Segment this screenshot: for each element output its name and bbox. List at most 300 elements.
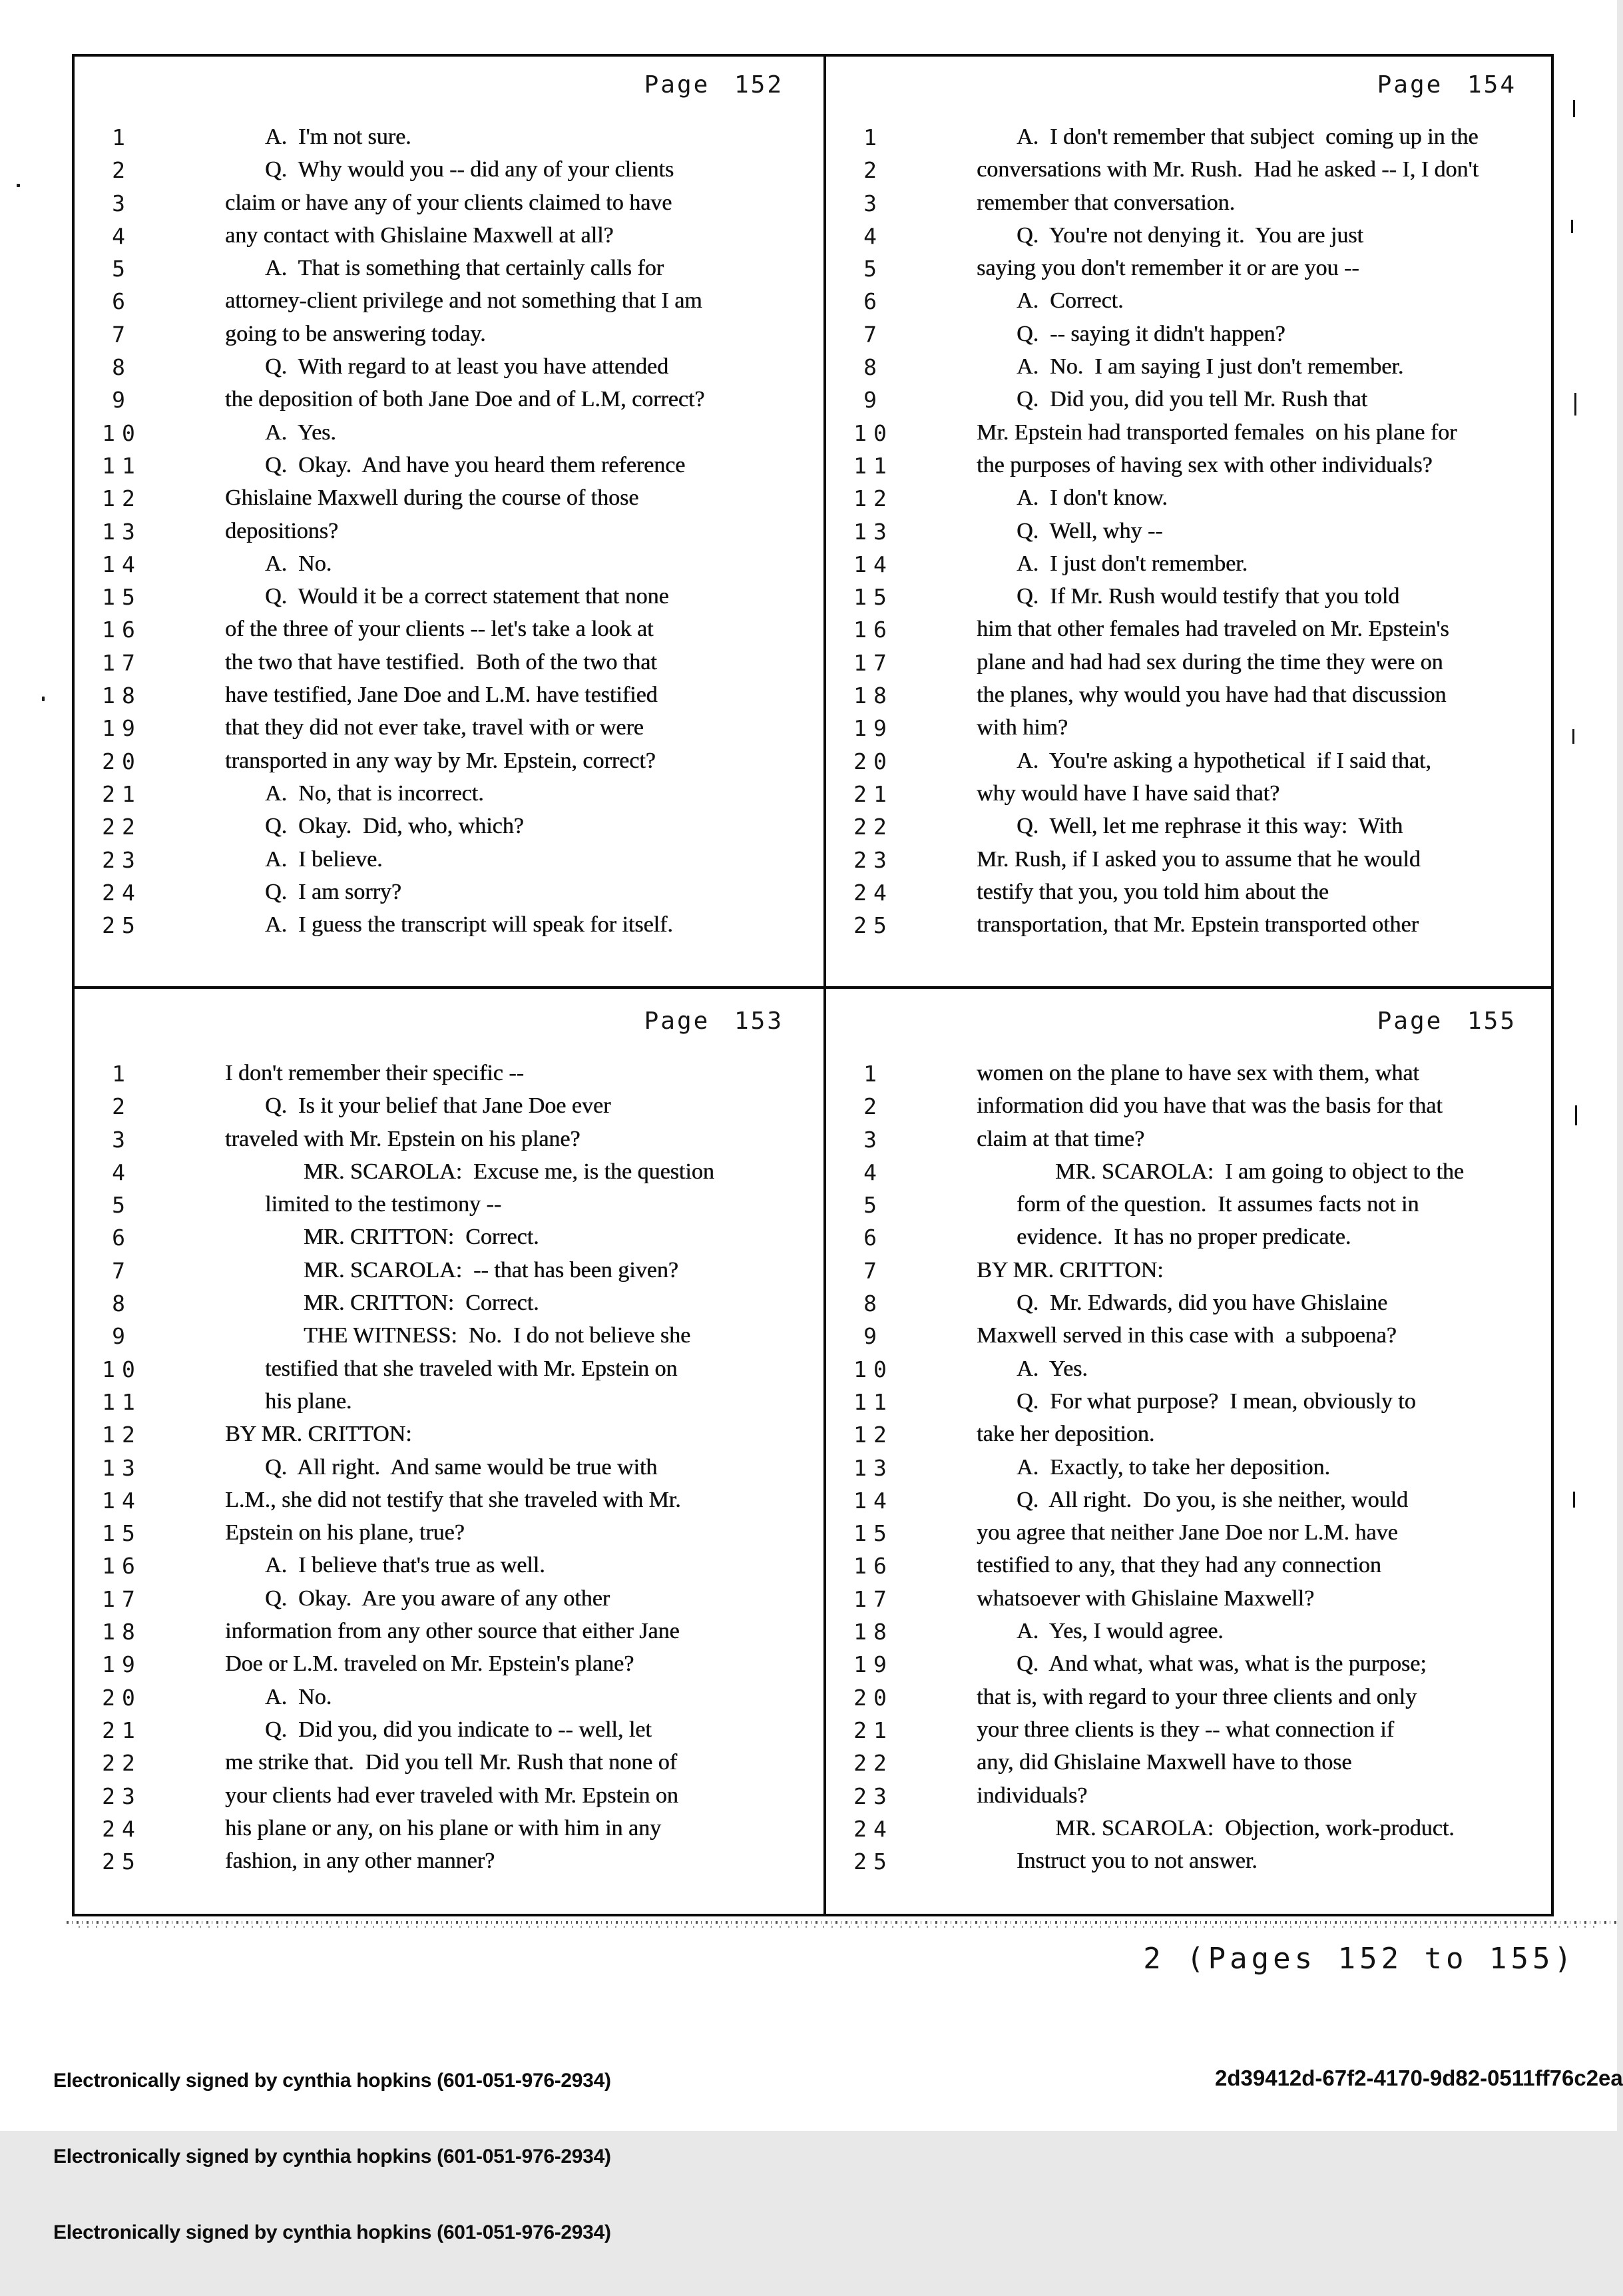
line-text: Epstein on his plane, true? — [225, 1520, 465, 1546]
transcript-line — [75, 1291, 823, 1323]
transcript-line — [75, 354, 823, 387]
line-text: with him? — [977, 715, 1068, 740]
line-number: 9 — [112, 387, 132, 414]
line-text: BY MR. CRITTON: — [225, 1422, 412, 1447]
line-text: individuals? — [977, 1783, 1088, 1808]
line-text: A. I believe. — [265, 846, 383, 872]
line-text: A. I just don't remember. — [1017, 551, 1248, 576]
line-number: 3 — [863, 1126, 883, 1153]
line-number: 1 — [863, 125, 883, 150]
line-text: A. No, that is incorrect. — [265, 780, 484, 806]
line-text: A. No. I am saying I just don't remember. — [1017, 354, 1404, 380]
line-number: 21 — [853, 1717, 893, 1743]
line-number: 20 — [853, 1684, 893, 1711]
line-number: 7 — [112, 1257, 132, 1284]
line-number: 19 — [102, 1651, 142, 1678]
transcript-line — [75, 190, 823, 223]
line-text: Q. Okay. Are you aware of any other — [265, 1585, 610, 1611]
transcript-line — [826, 781, 1556, 814]
line-number: 15 — [102, 584, 142, 611]
line-number: 10 — [102, 1356, 142, 1382]
transcript-line — [75, 1520, 823, 1553]
signature-line: Electronically signed by cynthia hopkins (601-051-976-2934) — [53, 2146, 611, 2167]
line-text: MR. CRITTON: Correct. — [304, 1291, 539, 1316]
line-text: A. Correct. — [1017, 288, 1124, 314]
transcript-line — [826, 322, 1556, 354]
transcript-line — [75, 748, 823, 781]
line-text: BY MR. CRITTON: — [977, 1257, 1164, 1283]
line-text: attorney-client privilege and not something that I am — [225, 288, 702, 314]
line-text: I don't remember their specific -- — [225, 1061, 524, 1085]
transcript-line — [826, 1225, 1556, 1257]
line-number: 22 — [102, 1750, 142, 1777]
line-text: A. I believe that's true as well. — [265, 1553, 545, 1578]
transcript-line — [826, 190, 1556, 223]
line-number: 8 — [112, 1291, 132, 1317]
line-text: evidence. It has no proper predicate. — [1017, 1225, 1351, 1250]
transcript-line — [75, 814, 823, 846]
transcript-page-153 — [75, 989, 823, 1914]
transcript-line — [75, 420, 823, 453]
scan-edge-mark — [1571, 220, 1573, 233]
line-number: 6 — [112, 288, 132, 315]
transcript-line — [75, 519, 823, 551]
line-text: Q. And what, what was, what is the purpose; — [1017, 1651, 1427, 1677]
transcript-line — [826, 420, 1556, 453]
line-text: Ghislaine Maxwell during the course of those — [225, 485, 639, 511]
signature-block — [53, 2018, 611, 2296]
line-text: claim or have any of your clients claimed to have — [225, 190, 672, 215]
transcript-grid-frame — [72, 54, 1554, 1916]
transcript-line — [75, 288, 823, 321]
transcript-line — [826, 354, 1556, 387]
line-number: 2 — [112, 157, 132, 184]
line-number: 24 — [853, 879, 893, 906]
line-text: limited to the testimony -- — [265, 1192, 502, 1217]
transcript-line — [826, 1586, 1556, 1619]
line-number: 8 — [112, 354, 132, 381]
line-text: remember that conversation. — [977, 190, 1236, 215]
line-text: testified to any, that they had any connection — [977, 1553, 1381, 1578]
transcript-line — [826, 1192, 1556, 1225]
line-text: A. That is something that certainly calls for — [265, 256, 664, 281]
transcript-line — [826, 1389, 1556, 1422]
line-number: 19 — [853, 715, 893, 742]
transcript-line — [75, 683, 823, 715]
line-text: Q. Would it be a correct statement that none — [265, 584, 669, 609]
line-text: Q. For what purpose? I mean, obviously to — [1017, 1388, 1416, 1414]
line-text: transportation, that Mr. Epstein transported other — [977, 912, 1419, 938]
transcript-page-152 — [75, 57, 823, 986]
transcript-line — [826, 715, 1556, 748]
line-text: information from any other source that either Jane — [225, 1619, 680, 1644]
transcript-line — [826, 1553, 1556, 1585]
line-text: plane and had had sex during the time they were on — [977, 649, 1443, 675]
transcript-line — [826, 1258, 1556, 1291]
line-text: A. Exactly, to take her deposition. — [1017, 1454, 1330, 1480]
transcript-line — [826, 288, 1556, 321]
line-text: form of the question. It assumes facts not in — [1017, 1192, 1419, 1217]
scan-edge-mark — [1574, 393, 1576, 416]
transcript-line — [75, 1225, 823, 1257]
line-number: 21 — [102, 1717, 142, 1743]
line-number: 15 — [102, 1520, 142, 1547]
line-number: 17 — [853, 649, 893, 676]
line-number: 7 — [112, 321, 132, 348]
line-text: Q. If Mr. Rush would testify that you told — [1017, 584, 1400, 609]
line-text: Q. -- saying it didn't happen? — [1017, 321, 1285, 346]
line-text: A. You're asking a hypothetical if I said that, — [1017, 748, 1431, 773]
line-number: 6 — [863, 1225, 883, 1251]
line-number: 22 — [853, 1750, 893, 1777]
page-lines — [75, 1061, 823, 1881]
transcript-line — [826, 880, 1556, 912]
line-number: 5 — [112, 1192, 132, 1219]
line-number: 11 — [853, 1388, 893, 1415]
transcript-line — [75, 1553, 823, 1585]
transcript-line — [75, 1816, 823, 1849]
transcript-line — [826, 617, 1556, 649]
line-number: 21 — [102, 780, 142, 807]
transcript-line — [75, 1651, 823, 1684]
scan-noise-row — [76, 1926, 1597, 1928]
line-text: you agree that neither Jane Doe nor L.M. have — [977, 1520, 1398, 1546]
line-number: 15 — [853, 584, 893, 611]
transcript-line — [75, 1849, 823, 1881]
page-number-label: Page 154 — [1377, 71, 1516, 99]
line-number: 22 — [102, 814, 142, 840]
transcript-page-154 — [826, 57, 1556, 986]
transcript-line — [826, 1783, 1556, 1816]
line-number: 18 — [102, 1619, 142, 1645]
transcript-line — [826, 551, 1556, 584]
line-text: that is, with regard to your three clients and only — [977, 1684, 1417, 1709]
line-text: your clients had ever traveled with Mr. Epstein on — [225, 1783, 678, 1808]
line-number: 2 — [863, 1093, 883, 1120]
line-text: the planes, why would you have had that discussion — [977, 683, 1447, 708]
line-text: going to be answering today. — [225, 321, 486, 346]
line-number: 25 — [102, 912, 142, 939]
scan-noise-band — [67, 1920, 1617, 1932]
line-number: 4 — [112, 1159, 132, 1185]
line-number: 18 — [853, 1619, 893, 1645]
line-number: 5 — [112, 256, 132, 282]
scan-noise-row — [67, 1921, 1617, 1924]
transcript-line — [826, 1323, 1556, 1356]
line-number: 22 — [853, 814, 893, 840]
line-text: MR. SCAROLA: I am going to object to the — [1055, 1159, 1464, 1184]
transcript-line — [826, 387, 1556, 420]
line-number: 25 — [102, 1849, 142, 1875]
line-text: A. Yes, I would agree. — [1017, 1619, 1224, 1644]
line-number: 16 — [102, 1553, 142, 1579]
transcript-line — [75, 1356, 823, 1389]
line-text: A. No. — [265, 551, 332, 576]
transcript-line — [826, 125, 1556, 157]
line-number: 9 — [863, 387, 883, 414]
scan-speck — [42, 697, 45, 701]
transcript-line — [826, 814, 1556, 846]
line-number: 18 — [102, 683, 142, 709]
page-number-label: Page 152 — [644, 71, 784, 99]
line-number: 17 — [102, 649, 142, 676]
scan-edge-mark — [1572, 729, 1574, 744]
line-number: 16 — [853, 617, 893, 643]
line-number: 2 — [863, 157, 883, 184]
transcript-line — [826, 453, 1556, 485]
line-number: 10 — [102, 420, 142, 446]
page-lines — [826, 125, 1556, 945]
line-number: 12 — [102, 1422, 142, 1448]
transcript-line — [75, 1127, 823, 1159]
line-text: his plane. — [265, 1388, 352, 1414]
line-text: saying you don't remember it or are you -- — [977, 256, 1359, 281]
line-text: the two that have testified. Both of the two that — [225, 649, 657, 675]
transcript-line — [826, 1488, 1556, 1520]
transcript-line — [75, 1488, 823, 1520]
line-text: the deposition of both Jane Doe and of L.M, correct? — [225, 387, 705, 412]
transcript-line — [826, 1849, 1556, 1881]
line-text: whatsoever with Ghislaine Maxwell? — [977, 1585, 1315, 1611]
page-lines — [75, 125, 823, 945]
line-number: 11 — [102, 1388, 142, 1415]
line-text: his plane or any, on his plane or with him in any — [225, 1815, 662, 1841]
line-text: Q. I am sorry? — [265, 879, 401, 904]
transcript-line — [826, 1291, 1556, 1323]
line-number: 13 — [102, 1454, 142, 1481]
line-number: 24 — [853, 1815, 893, 1842]
transcript-line — [75, 223, 823, 256]
line-text: your three clients is they -- what connection if — [977, 1717, 1394, 1742]
line-number: 23 — [102, 1783, 142, 1809]
transcript-line — [826, 485, 1556, 518]
document-id: 2d39412d-67f2-4170-9d82-0511ff76c2ea — [1215, 2066, 1623, 2090]
line-number: 6 — [112, 1225, 132, 1251]
transcript-line — [826, 847, 1556, 880]
transcript-line — [826, 1127, 1556, 1159]
line-text: Q. Did you, did you indicate to -- well, let — [265, 1717, 652, 1742]
transcript-line — [75, 1783, 823, 1816]
line-number: 16 — [102, 617, 142, 643]
line-number: 19 — [853, 1651, 893, 1678]
line-text: MR. SCAROLA: Objection, work-product. — [1055, 1815, 1455, 1841]
line-text: Q. All right. And same would be true with — [265, 1454, 658, 1480]
line-number: 10 — [853, 1356, 893, 1382]
transcript-line — [75, 617, 823, 649]
transcript-line — [826, 1093, 1556, 1126]
line-text: the purposes of having sex with other individuals? — [977, 452, 1433, 477]
line-number: 14 — [853, 1487, 893, 1514]
line-text: information did you have that was the basis for that — [977, 1093, 1443, 1119]
line-text: Q. With regard to at least you have attended — [265, 354, 669, 380]
line-text: A. Yes. — [1017, 1356, 1088, 1381]
transcript-line — [826, 1619, 1556, 1651]
transcript-line — [826, 1750, 1556, 1783]
line-text: have testified, Jane Doe and L.M. have testified — [225, 683, 658, 708]
line-text: A. No. — [265, 1684, 332, 1709]
transcript-line — [75, 485, 823, 518]
line-number: 3 — [112, 1126, 132, 1153]
line-number: 4 — [863, 1159, 883, 1185]
line-number: 16 — [853, 1553, 893, 1579]
transcript-line — [75, 157, 823, 190]
transcript-line — [75, 1323, 823, 1356]
transcript-line — [826, 584, 1556, 617]
line-text: depositions? — [225, 518, 338, 543]
line-text: Maxwell served in this case with a subpoena? — [977, 1323, 1397, 1348]
line-text: Mr. Epstein had transported females on his plane for — [977, 420, 1457, 445]
line-text: testify that you, you told him about the — [977, 879, 1329, 904]
signature-line: Electronically signed by cynthia hopkins (601-051-976-2934) — [53, 2221, 611, 2243]
line-text: A. I guess the transcript will speak for itself. — [265, 912, 673, 938]
line-number: 8 — [863, 354, 883, 381]
transcript-line — [75, 1159, 823, 1192]
line-number: 10 — [853, 420, 893, 446]
line-number: 18 — [853, 683, 893, 709]
line-number: 25 — [853, 912, 893, 939]
line-text: testified that she traveled with Mr. Epstein on — [265, 1356, 678, 1381]
line-number: 7 — [863, 321, 883, 348]
line-text: A. I'm not sure. — [265, 125, 411, 149]
transcript-line — [826, 1651, 1556, 1684]
line-number: 11 — [102, 452, 142, 479]
line-text: Q. You're not denying it. You are just — [1017, 222, 1363, 248]
line-number: 23 — [853, 1783, 893, 1809]
transcript-line — [75, 584, 823, 617]
line-text: conversations with Mr. Rush. Had he asked -- I, I don't — [977, 157, 1479, 182]
line-text: Q. Mr. Edwards, did you have Ghislaine — [1017, 1291, 1388, 1316]
transcript-line — [75, 650, 823, 683]
line-number: 8 — [863, 1291, 883, 1317]
transcript-line — [826, 256, 1556, 288]
line-number: 14 — [102, 1487, 142, 1514]
line-text: him that other females had traveled on Mr. Epstein's — [977, 617, 1449, 642]
line-text: Q. Well, why -- — [1017, 518, 1163, 543]
line-text: of the three of your clients -- let's take a look at — [225, 617, 654, 642]
transcript-line — [826, 1455, 1556, 1488]
transcript-line — [75, 1455, 823, 1488]
line-text: A. I don't remember that subject coming up in the — [1017, 125, 1479, 149]
signature-line: Electronically signed by cynthia hopkins (601-051-976-2934) — [53, 2070, 611, 2092]
transcript-line — [826, 683, 1556, 715]
transcript-line — [75, 1717, 823, 1750]
line-text: Doe or L.M. traveled on Mr. Epstein's plane? — [225, 1651, 634, 1677]
page-lines — [826, 1061, 1556, 1881]
page-range-summary: 2 (Pages 152 to 155) — [1143, 1942, 1576, 1976]
transcript-line — [75, 1061, 823, 1093]
line-text: any contact with Ghislaine Maxwell at all? — [225, 222, 614, 248]
line-text: women on the plane to have sex with them, what — [977, 1061, 1419, 1085]
line-number: 1 — [863, 1061, 883, 1087]
line-number: 12 — [102, 485, 142, 512]
transcript-line — [75, 453, 823, 485]
line-text: Q. Why would you -- did any of your clients — [265, 157, 674, 182]
line-number: 3 — [863, 190, 883, 216]
transcript-line — [826, 1685, 1556, 1717]
transcript-line — [75, 1750, 823, 1783]
transcript-line — [826, 157, 1556, 190]
transcript-line — [75, 781, 823, 814]
transcript-line — [75, 1586, 823, 1619]
line-number: 13 — [853, 518, 893, 545]
line-number: 1 — [112, 1061, 132, 1087]
line-text: Q. Is it your belief that Jane Doe ever — [265, 1093, 611, 1119]
line-text: Mr. Rush, if I asked you to assume that he would — [977, 846, 1421, 872]
line-text: claim at that time? — [977, 1126, 1145, 1151]
transcript-line — [75, 880, 823, 912]
line-number: 14 — [102, 551, 142, 577]
transcript-line — [826, 223, 1556, 256]
transcript-line — [75, 1422, 823, 1454]
line-text: L.M., she did not testify that she traveled with Mr. — [225, 1487, 681, 1512]
line-number: 5 — [863, 1192, 883, 1219]
line-number: 17 — [853, 1585, 893, 1612]
transcript-line — [826, 1159, 1556, 1192]
transcript-line — [75, 912, 823, 945]
scan-edge-mark — [1573, 100, 1575, 117]
line-number: 1 — [112, 125, 132, 150]
line-number: 20 — [102, 1684, 142, 1711]
line-text: traveled with Mr. Epstein on his plane? — [225, 1126, 580, 1151]
line-text: any, did Ghislaine Maxwell have to those — [977, 1750, 1352, 1775]
line-number: 24 — [102, 879, 142, 906]
line-number: 13 — [102, 518, 142, 545]
line-text: me strike that. Did you tell Mr. Rush that none of — [225, 1750, 677, 1775]
line-number: 20 — [102, 748, 142, 774]
transcript-line — [75, 551, 823, 584]
line-number: 23 — [102, 846, 142, 873]
line-text: Q. Okay. And have you heard them reference — [265, 452, 686, 477]
scan-speck — [17, 184, 20, 187]
line-number: 12 — [853, 485, 893, 512]
transcript-line — [75, 387, 823, 420]
transcript-line — [826, 650, 1556, 683]
transcript-line — [826, 1356, 1556, 1389]
transcript-line — [826, 912, 1556, 945]
line-text: that they did not ever take, travel with or were — [225, 715, 644, 740]
line-text: MR. SCAROLA: Excuse me, is the question — [304, 1159, 714, 1184]
transcript-line — [75, 1192, 823, 1225]
transcript-line — [75, 1258, 823, 1291]
transcript-line — [75, 1685, 823, 1717]
line-number: 9 — [112, 1323, 132, 1350]
transcript-line — [826, 519, 1556, 551]
line-number: 6 — [863, 288, 883, 315]
transcript-line — [75, 1389, 823, 1422]
line-number: 21 — [853, 780, 893, 807]
line-number: 2 — [112, 1093, 132, 1120]
page-number-label: Page 153 — [644, 1007, 784, 1035]
line-text: A. Yes. — [265, 420, 336, 445]
scan-edge-mark — [1575, 1105, 1577, 1125]
transcript-line — [75, 256, 823, 288]
transcript-line — [75, 847, 823, 880]
line-text: Q. Okay. Did, who, which? — [265, 814, 524, 839]
transcript-line — [826, 1717, 1556, 1750]
line-text: why would have I have said that? — [977, 780, 1280, 806]
line-number: 17 — [102, 1585, 142, 1612]
transcript-line — [826, 748, 1556, 781]
line-number: 4 — [112, 222, 132, 249]
line-number: 12 — [853, 1422, 893, 1448]
line-number: 15 — [853, 1520, 893, 1547]
line-text: take her deposition. — [977, 1422, 1155, 1447]
line-text: A. I don't know. — [1017, 485, 1168, 511]
line-text: THE WITNESS: No. I do not believe she — [304, 1323, 691, 1348]
line-text: Q. Did you, did you tell Mr. Rush that — [1017, 387, 1367, 412]
line-number: 4 — [863, 222, 883, 249]
transcript-line — [75, 715, 823, 748]
